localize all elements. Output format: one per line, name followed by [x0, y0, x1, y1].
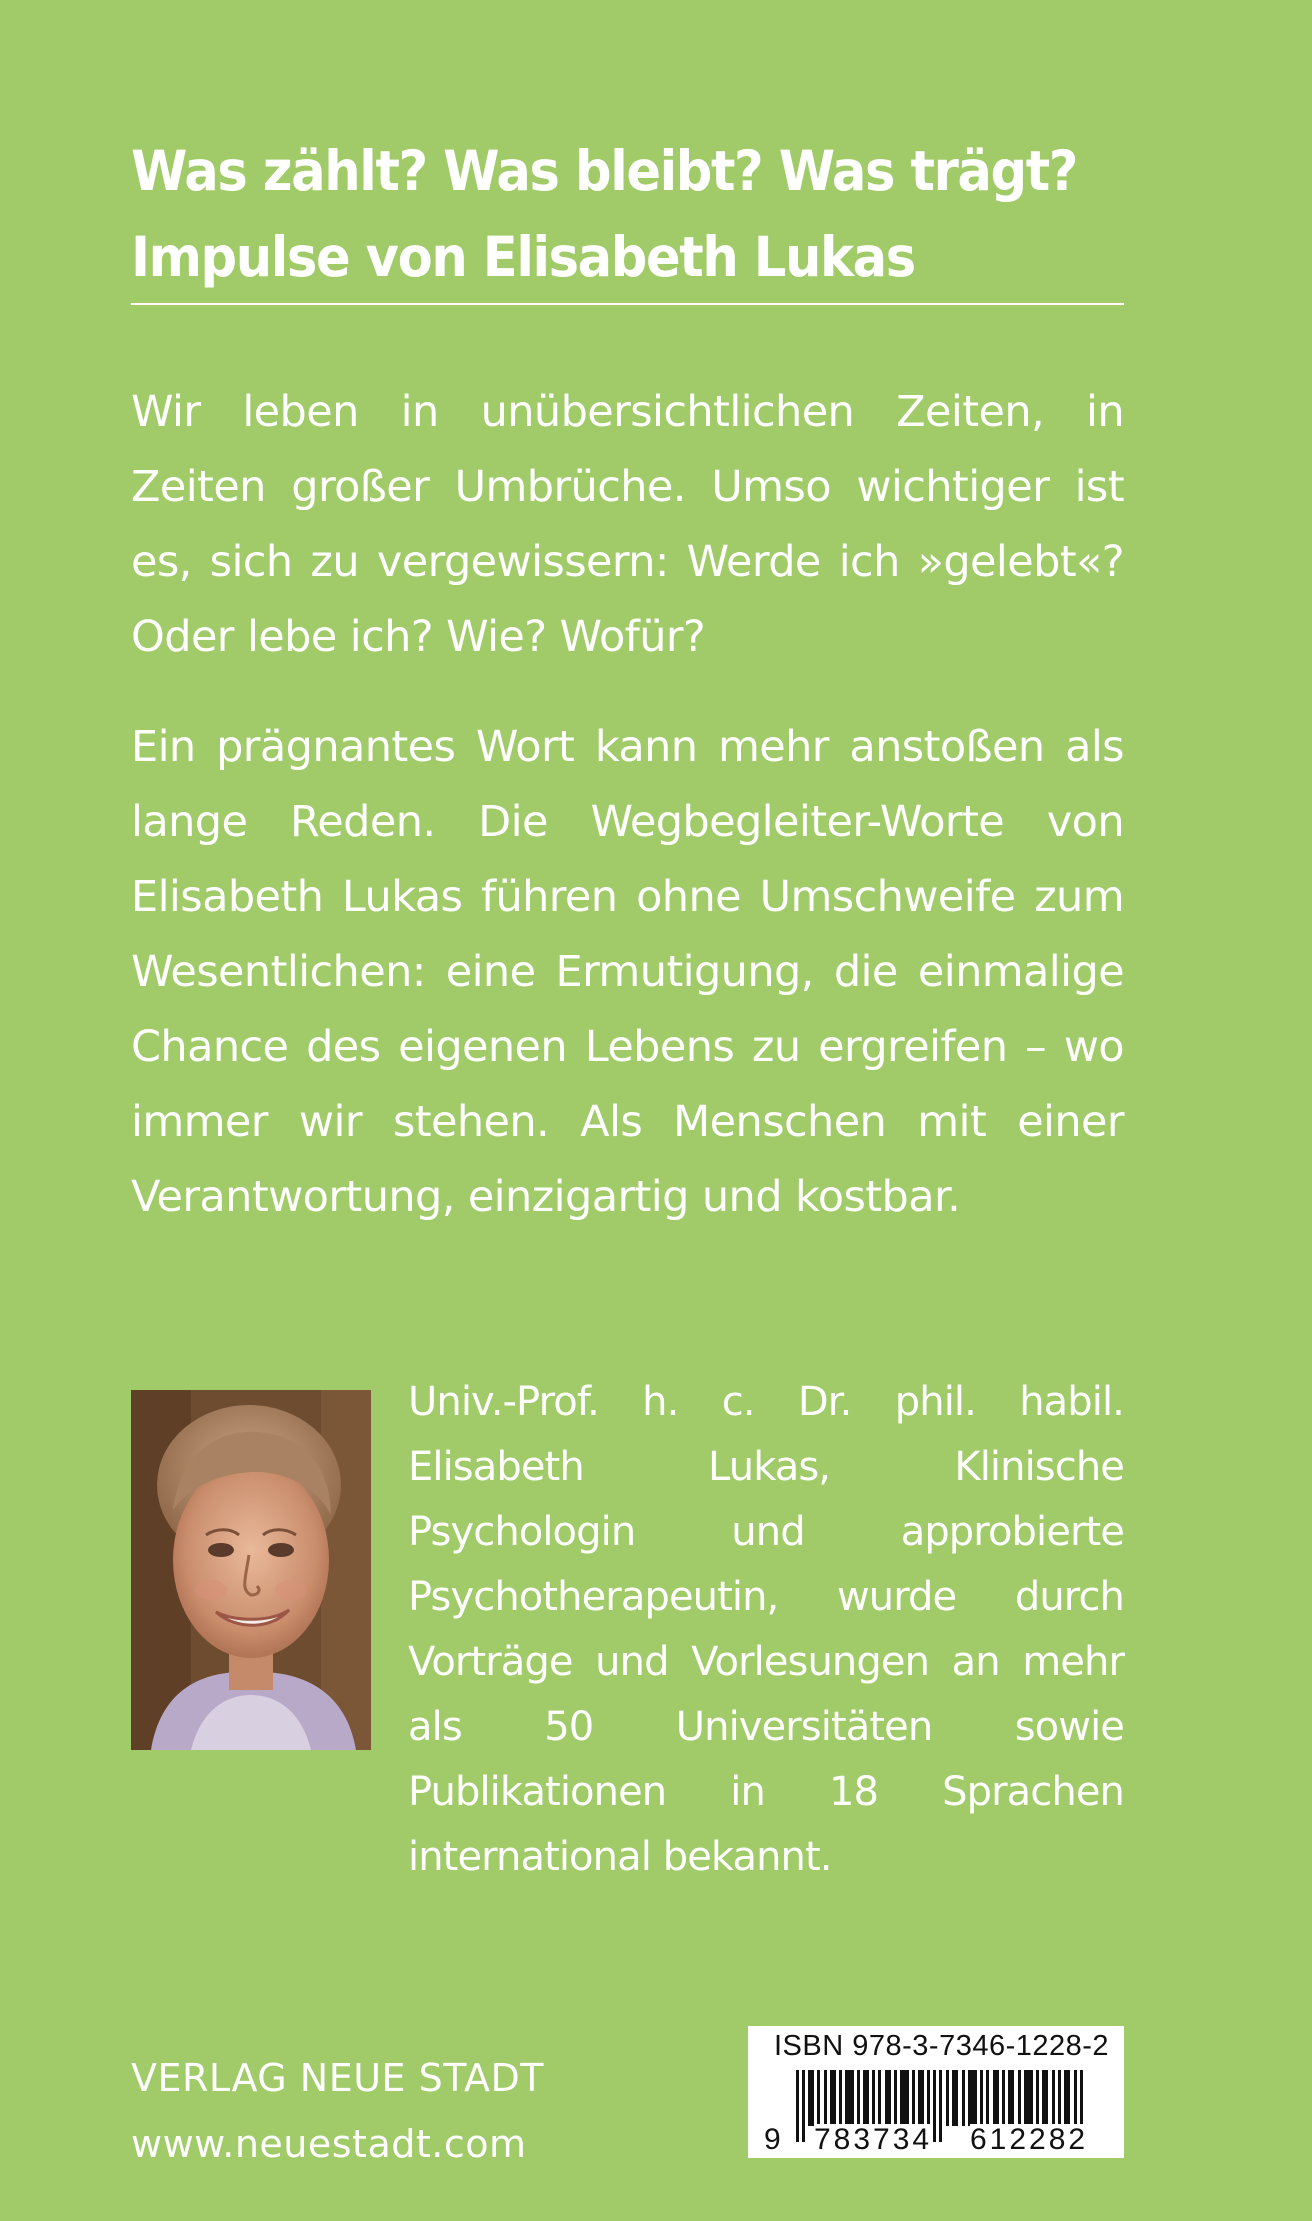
isbn-label: ISBN 978-3-7346-1228-2 — [774, 2030, 1110, 2062]
author-bio: Univ.-Prof. h. c. Dr. phil. habil. Elisabeth Lukas, Klinische Psychologin und approbierte Psychotherapeutin, wurde durch Vorträge und Vorlesungen an mehr als 50 Universitäten sowie Publikationen in 18 Sprachen international bekannt. — [408, 1379, 1124, 1880]
publisher-name: VERLAG NEUE STADT — [131, 2056, 544, 2100]
author-photo — [131, 1390, 371, 1750]
blurb-paragraph-1: Wir leben in unübersichtlichen Zeiten, in Zeiten großer Umbrüche. Umso wichtiger ist es, sich zu vergewissern: Werde ich »gelebt«? Oder lebe ich? Wie? Wofür? — [131, 387, 1124, 662]
barcode-digits-left: 783734 — [814, 2123, 933, 2156]
barcode-digits-right: 612282 — [970, 2123, 1089, 2156]
title-line-2: Impulse von Elisabeth Lukas — [131, 225, 915, 289]
publisher-website[interactable]: www.neuestadt.com — [131, 2122, 527, 2166]
title-line-1: Was zählt? Was bleibt? Was trägt? — [131, 139, 1078, 203]
blurb-paragraph-2: Ein prägnantes Wort kann mehr anstoßen als lange Reden. Die Wegbegleiter-Worte von Elisabeth Lukas führen ohne Umschweife zum Wesentlichen: eine Ermutigung, die einmalige Chance des eigenen Lebens zu ergreifen – wo immer wir stehen. Als Menschen mit einer Verantwortung, einzigartig und kostbar. — [131, 722, 1124, 1222]
cover-title — [131, 128, 1078, 300]
publisher-block — [131, 2045, 544, 2177]
isbn-barcode — [748, 2026, 1124, 2158]
author-portrait-image — [131, 1390, 371, 1750]
barcode-digit-first: 9 — [764, 2123, 784, 2156]
title-divider — [131, 303, 1124, 305]
